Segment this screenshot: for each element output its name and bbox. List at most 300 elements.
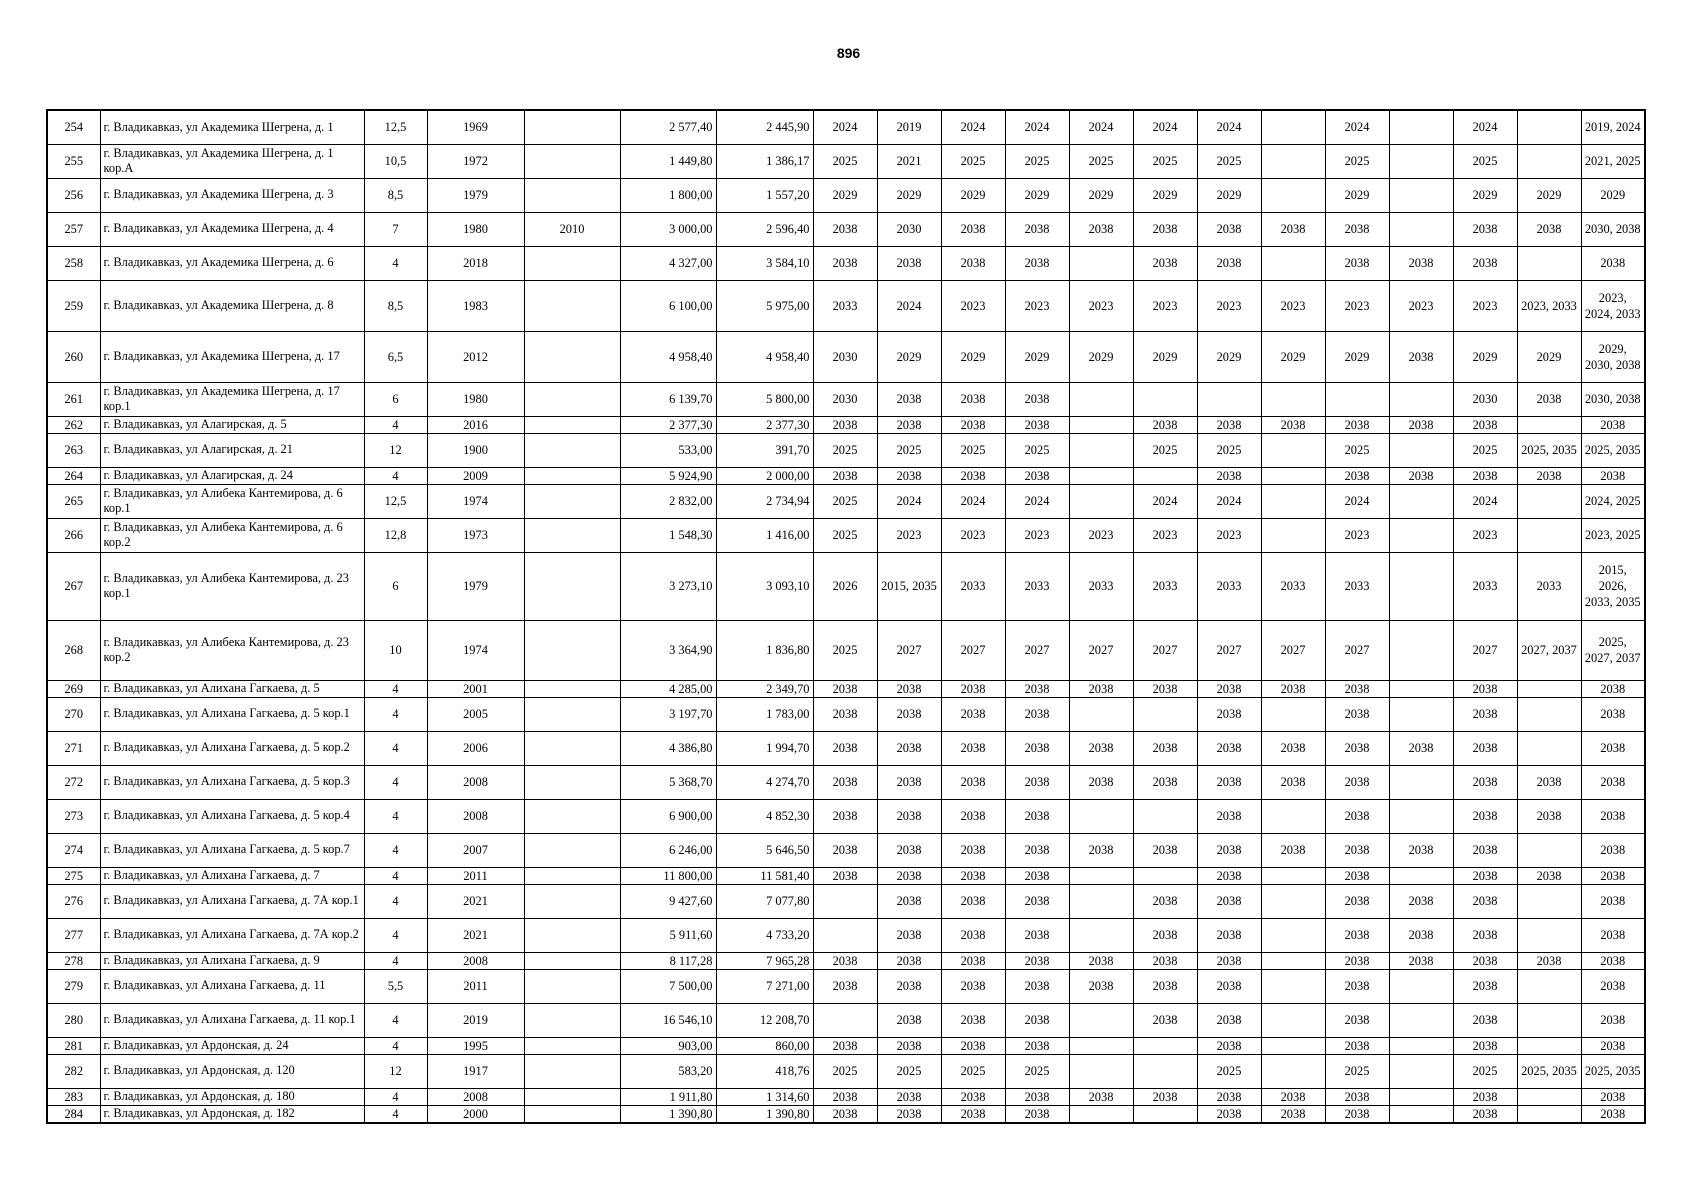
work-year-cell: 2024: [941, 110, 1005, 144]
work-year-cell: 2038: [1517, 765, 1581, 799]
row-number-cell: 280: [47, 1003, 100, 1037]
work-year-cell: 2038: [1069, 833, 1133, 867]
work-year-cell: 2029: [1517, 331, 1581, 382]
work-year-cell: 2038: [813, 833, 877, 867]
work-year-cell: 2038: [1005, 867, 1069, 884]
work-year-cell: 2038: [877, 918, 941, 952]
work-year-cell: 2038: [1389, 952, 1453, 969]
row-number-cell: 275: [47, 867, 100, 884]
work-year-cell: 2038: [813, 731, 877, 765]
year-built-cell: 2019: [427, 1003, 524, 1037]
address-cell: г. Владикавказ, ул Алихана Гагкаева, д. 5: [100, 680, 364, 697]
work-year-cell: 2038: [1389, 331, 1453, 382]
work-year-cell: 2038: [1197, 765, 1261, 799]
row-number-cell: 273: [47, 799, 100, 833]
work-year-cell: 2038: [877, 867, 941, 884]
work-year-cell: [1389, 969, 1453, 1003]
work-year-cell: 2038: [1197, 833, 1261, 867]
work-year-cell: 2038: [1517, 952, 1581, 969]
table-row: [47, 799, 1645, 833]
work-year-cell: 2038: [1325, 1088, 1389, 1105]
total-area-cell: 5 368,70: [620, 765, 716, 799]
work-year-cell: 2024: [1133, 484, 1197, 518]
living-area-cell: 1 836,80: [716, 620, 813, 680]
work-year-cell: [1261, 433, 1325, 467]
work-year-cell: 2038: [941, 918, 1005, 952]
address-cell: г. Владикавказ, ул Алихана Гагкаева, д. 5 кор.3: [100, 765, 364, 799]
work-year-cell: 2038: [1581, 731, 1645, 765]
work-year-cell: 2038: [1453, 680, 1517, 697]
floors-cell: 10: [364, 620, 427, 680]
work-year-cell: 2025: [877, 433, 941, 467]
work-year-cell: 2038: [1133, 1003, 1197, 1037]
work-year-cell: 2038: [1261, 212, 1325, 246]
work-year-cell: 2038: [813, 467, 877, 484]
row-number-cell: 283: [47, 1088, 100, 1105]
living-area-cell: 2 445,90: [716, 110, 813, 144]
work-year-cell: [813, 1003, 877, 1037]
work-year-cell: 2038: [1197, 867, 1261, 884]
work-year-cell: 2029: [1453, 331, 1517, 382]
work-year-cell: 2038: [813, 1105, 877, 1123]
work-year-cell: 2033: [1453, 552, 1517, 620]
work-year-cell: [1133, 382, 1197, 416]
work-year-cell: [1389, 382, 1453, 416]
floors-cell: 4: [364, 867, 427, 884]
work-year-cell: 2038: [1389, 884, 1453, 918]
total-area-cell: 6 246,00: [620, 833, 716, 867]
address-cell: г. Владикавказ, ул Академика Шегрена, д. 8: [100, 280, 364, 331]
row-number-cell: 271: [47, 731, 100, 765]
work-year-cell: 2038: [877, 246, 941, 280]
work-year-cell: 2038: [1197, 918, 1261, 952]
work-year-cell: [1517, 1105, 1581, 1123]
work-year-cell: [1517, 833, 1581, 867]
work-year-cell: 2038: [1197, 969, 1261, 1003]
reconstruction-year-cell: [524, 1088, 620, 1105]
work-year-cell: [1389, 680, 1453, 697]
floors-cell: 4: [364, 467, 427, 484]
work-year-cell: 2025: [941, 1054, 1005, 1088]
reconstruction-year-cell: [524, 731, 620, 765]
work-year-cell: 2038: [941, 1003, 1005, 1037]
row-number-cell: 260: [47, 331, 100, 382]
work-year-cell: 2038: [1069, 731, 1133, 765]
row-number-cell: 267: [47, 552, 100, 620]
year-built-cell: 2008: [427, 1088, 524, 1105]
reconstruction-year-cell: [524, 467, 620, 484]
work-year-cell: 2023: [1133, 280, 1197, 331]
total-area-cell: 6 900,00: [620, 799, 716, 833]
total-area-cell: 5 924,90: [620, 467, 716, 484]
work-year-cell: 2038: [1325, 1105, 1389, 1123]
work-year-cell: 2038: [1325, 765, 1389, 799]
work-year-cell: [1389, 1003, 1453, 1037]
row-number-cell: 264: [47, 467, 100, 484]
address-cell: г. Владикавказ, ул Ардонская, д. 24: [100, 1037, 364, 1054]
work-year-cell: 2023: [877, 518, 941, 552]
total-area-cell: 4 386,80: [620, 731, 716, 765]
work-year-cell: 2038: [941, 952, 1005, 969]
work-year-cell: 2038: [1581, 867, 1645, 884]
work-year-cell: [1261, 799, 1325, 833]
work-year-cell: [1069, 382, 1133, 416]
work-year-cell: 2025: [1453, 144, 1517, 178]
floors-cell: 4: [364, 1088, 427, 1105]
work-year-cell: 2029: [1517, 178, 1581, 212]
year-built-cell: 2011: [427, 867, 524, 884]
row-number-cell: 258: [47, 246, 100, 280]
reconstruction-year-cell: [524, 620, 620, 680]
work-year-cell: [1517, 918, 1581, 952]
work-year-cell: 2038: [1325, 467, 1389, 484]
work-year-cell: 2038: [1325, 867, 1389, 884]
work-year-cell: 2025: [813, 144, 877, 178]
year-built-cell: 1995: [427, 1037, 524, 1054]
work-year-cell: 2024: [877, 484, 941, 518]
address-cell: г. Владикавказ, ул Академика Шегрена, д. 6: [100, 246, 364, 280]
work-year-cell: [1389, 620, 1453, 680]
work-year-cell: 2038: [941, 1037, 1005, 1054]
work-year-cell: [1389, 212, 1453, 246]
floors-cell: 4: [364, 697, 427, 731]
work-year-cell: 2038: [813, 246, 877, 280]
work-year-cell: 2033: [1261, 552, 1325, 620]
work-year-cell: [1261, 178, 1325, 212]
work-year-cell: [1261, 884, 1325, 918]
work-year-cell: 2038: [1453, 867, 1517, 884]
work-year-cell: 2038: [1581, 765, 1645, 799]
work-year-cell: 2038: [1389, 918, 1453, 952]
reconstruction-year-cell: [524, 280, 620, 331]
floors-cell: 12: [364, 1054, 427, 1088]
work-year-cell: 2038: [1453, 467, 1517, 484]
work-year-cell: 2025: [813, 518, 877, 552]
work-year-cell: [1261, 246, 1325, 280]
total-area-cell: 1 390,80: [620, 1105, 716, 1123]
row-number-cell: 270: [47, 697, 100, 731]
address-cell: г. Владикавказ, ул Алихана Гагкаева, д. 5 кор.4: [100, 799, 364, 833]
address-cell: г. Владикавказ, ул Алибека Кантемирова, д. 23 кор.2: [100, 620, 364, 680]
reconstruction-year-cell: [524, 110, 620, 144]
work-year-cell: 2023: [1389, 280, 1453, 331]
work-year-cell: 2033: [941, 552, 1005, 620]
work-year-cell: [1261, 467, 1325, 484]
work-year-cell: 2025: [813, 484, 877, 518]
work-year-cell: 2025, 2035: [1517, 433, 1581, 467]
work-year-cell: 2025: [1453, 1054, 1517, 1088]
address-cell: г. Владикавказ, ул Алихана Гагкаева, д. 7: [100, 867, 364, 884]
address-cell: г. Владикавказ, ул Алагирская, д. 5: [100, 416, 364, 433]
year-built-cell: 1980: [427, 212, 524, 246]
work-year-cell: 2038: [941, 697, 1005, 731]
address-cell: г. Владикавказ, ул Алибека Кантемирова, д. 23 кор.1: [100, 552, 364, 620]
work-year-cell: 2038: [877, 884, 941, 918]
work-year-cell: 2023: [1069, 280, 1133, 331]
work-year-cell: 2023: [1453, 280, 1517, 331]
reconstruction-year-cell: [524, 884, 620, 918]
row-number-cell: 281: [47, 1037, 100, 1054]
reconstruction-year-cell: [524, 1037, 620, 1054]
work-year-cell: 2038: [813, 799, 877, 833]
address-cell: г. Владикавказ, ул Академика Шегрена, д. 17 кор.1: [100, 382, 364, 416]
living-area-cell: 5 646,50: [716, 833, 813, 867]
work-year-cell: 2038: [1325, 246, 1389, 280]
work-year-cell: 2029: [1069, 331, 1133, 382]
work-year-cell: 2038: [941, 765, 1005, 799]
reconstruction-year-cell: [524, 178, 620, 212]
work-year-cell: 2038: [1133, 833, 1197, 867]
work-year-cell: 2019: [877, 110, 941, 144]
work-year-cell: 2038: [941, 1105, 1005, 1123]
table-row: [47, 467, 1645, 484]
living-area-cell: 4 733,20: [716, 918, 813, 952]
living-area-cell: 2 349,70: [716, 680, 813, 697]
work-year-cell: 2038: [877, 952, 941, 969]
table-row: [47, 1088, 1645, 1105]
work-year-cell: 2023: [1325, 518, 1389, 552]
table-row: [47, 416, 1645, 433]
work-year-cell: 2029: [1005, 178, 1069, 212]
work-year-cell: 2038: [1453, 1003, 1517, 1037]
work-year-cell: 2038: [941, 969, 1005, 1003]
floors-cell: 12,5: [364, 484, 427, 518]
work-year-cell: 2024: [813, 110, 877, 144]
work-year-cell: 2038: [1133, 680, 1197, 697]
work-year-cell: [1133, 799, 1197, 833]
year-built-cell: 2009: [427, 467, 524, 484]
work-year-cell: 2038: [877, 833, 941, 867]
work-year-cell: 2038: [1453, 799, 1517, 833]
work-year-cell: 2038: [1005, 1037, 1069, 1054]
total-area-cell: 1 449,80: [620, 144, 716, 178]
floors-cell: 12,8: [364, 518, 427, 552]
work-year-cell: 2038: [1069, 765, 1133, 799]
work-year-cell: 2038: [1325, 1037, 1389, 1054]
work-year-cell: 2038: [1581, 884, 1645, 918]
work-year-cell: 2025: [1069, 144, 1133, 178]
living-area-cell: 418,76: [716, 1054, 813, 1088]
living-area-cell: 2 596,40: [716, 212, 813, 246]
work-year-cell: 2038: [1453, 212, 1517, 246]
address-cell: г. Владикавказ, ул Ардонская, д. 180: [100, 1088, 364, 1105]
work-year-cell: [1261, 382, 1325, 416]
address-cell: г. Владикавказ, ул Академика Шегрена, д. 4: [100, 212, 364, 246]
table-row: [47, 144, 1645, 178]
work-year-cell: 2038: [1389, 833, 1453, 867]
work-year-cell: 2038: [813, 212, 877, 246]
reconstruction-year-cell: [524, 867, 620, 884]
work-year-cell: 2025, 2027, 2037: [1581, 620, 1645, 680]
work-year-cell: 2038: [1581, 1105, 1645, 1123]
work-year-cell: [1517, 969, 1581, 1003]
work-year-cell: 2038: [1005, 918, 1069, 952]
work-year-cell: [1261, 969, 1325, 1003]
work-year-cell: [813, 918, 877, 952]
work-year-cell: 2038: [1005, 246, 1069, 280]
total-area-cell: 16 546,10: [620, 1003, 716, 1037]
work-year-cell: 2029: [813, 178, 877, 212]
table-row: [47, 918, 1645, 952]
address-cell: г. Владикавказ, ул Алагирская, д. 24: [100, 467, 364, 484]
living-area-cell: 1 783,00: [716, 697, 813, 731]
address-cell: г. Владикавказ, ул Академика Шегрена, д. 1: [100, 110, 364, 144]
total-area-cell: 1 911,80: [620, 1088, 716, 1105]
year-built-cell: 2011: [427, 969, 524, 1003]
floors-cell: 4: [364, 1105, 427, 1123]
work-year-cell: 2038: [1325, 833, 1389, 867]
work-year-cell: 2027: [1133, 620, 1197, 680]
work-year-cell: 2029: [1197, 178, 1261, 212]
work-year-cell: 2038: [1197, 416, 1261, 433]
living-area-cell: 1 416,00: [716, 518, 813, 552]
work-year-cell: 2038: [1005, 697, 1069, 731]
work-year-cell: 2025: [1325, 1054, 1389, 1088]
table-row: [47, 833, 1645, 867]
living-area-cell: 1 557,20: [716, 178, 813, 212]
work-year-cell: 2033: [1133, 552, 1197, 620]
work-year-cell: 2038: [877, 382, 941, 416]
work-year-cell: 2023: [1133, 518, 1197, 552]
living-area-cell: 5 975,00: [716, 280, 813, 331]
work-year-cell: [1261, 867, 1325, 884]
work-year-cell: 2033: [1197, 552, 1261, 620]
work-year-cell: 2038: [877, 799, 941, 833]
work-year-cell: 2038: [1197, 731, 1261, 765]
work-year-cell: 2025: [1005, 433, 1069, 467]
work-year-cell: 2030, 2038: [1581, 212, 1645, 246]
work-year-cell: 2038: [1517, 867, 1581, 884]
work-year-cell: 2027: [1197, 620, 1261, 680]
row-number-cell: 274: [47, 833, 100, 867]
work-year-cell: 2038: [941, 833, 1005, 867]
total-area-cell: 903,00: [620, 1037, 716, 1054]
work-year-cell: 2021, 2025: [1581, 144, 1645, 178]
work-year-cell: 2038: [1005, 969, 1069, 1003]
total-area-cell: 7 500,00: [620, 969, 716, 1003]
living-area-cell: 1 390,80: [716, 1105, 813, 1123]
work-year-cell: 2025, 2035: [1517, 1054, 1581, 1088]
table-body: [47, 110, 1645, 1123]
table-row: [47, 969, 1645, 1003]
living-area-cell: 1 994,70: [716, 731, 813, 765]
total-area-cell: 4 327,00: [620, 246, 716, 280]
work-year-cell: 2038: [941, 680, 1005, 697]
address-cell: г. Владикавказ, ул Алихана Гагкаева, д. 5 кор.2: [100, 731, 364, 765]
total-area-cell: 2 577,40: [620, 110, 716, 144]
floors-cell: 4: [364, 1037, 427, 1054]
work-year-cell: [1261, 144, 1325, 178]
work-year-cell: [1389, 518, 1453, 552]
work-year-cell: 2038: [1581, 952, 1645, 969]
work-year-cell: 2038: [1517, 382, 1581, 416]
reconstruction-year-cell: [524, 552, 620, 620]
reconstruction-year-cell: [524, 765, 620, 799]
year-built-cell: 1979: [427, 178, 524, 212]
work-year-cell: [1261, 110, 1325, 144]
year-built-cell: 2021: [427, 918, 524, 952]
table-row: [47, 1037, 1645, 1054]
work-year-cell: 2025: [1197, 1054, 1261, 1088]
work-year-cell: 2029: [877, 331, 941, 382]
reconstruction-year-cell: [524, 799, 620, 833]
work-year-cell: 2023: [941, 518, 1005, 552]
table-row: [47, 680, 1645, 697]
work-year-cell: 2038: [1581, 918, 1645, 952]
work-year-cell: [1517, 680, 1581, 697]
total-area-cell: 6 100,00: [620, 280, 716, 331]
floors-cell: 4: [364, 952, 427, 969]
row-number-cell: 262: [47, 416, 100, 433]
living-area-cell: 2 000,00: [716, 467, 813, 484]
table-row: [47, 280, 1645, 331]
floors-cell: 6: [364, 552, 427, 620]
work-year-cell: 2024: [1197, 110, 1261, 144]
work-year-cell: [1389, 1105, 1453, 1123]
work-year-cell: 2025: [1133, 433, 1197, 467]
address-cell: г. Владикавказ, ул Алибека Кантемирова, д. 6 кор.1: [100, 484, 364, 518]
work-year-cell: [1261, 518, 1325, 552]
total-area-cell: 8 117,28: [620, 952, 716, 969]
work-year-cell: 2038: [941, 382, 1005, 416]
row-number-cell: 265: [47, 484, 100, 518]
work-year-cell: 2038: [1197, 1088, 1261, 1105]
work-year-cell: 2023: [1453, 518, 1517, 552]
work-year-cell: [1069, 1054, 1133, 1088]
year-built-cell: 1972: [427, 144, 524, 178]
work-year-cell: 2038: [1005, 1088, 1069, 1105]
year-built-cell: 2006: [427, 731, 524, 765]
work-year-cell: [1517, 484, 1581, 518]
reconstruction-year-cell: [524, 382, 620, 416]
work-year-cell: 2038: [1197, 1037, 1261, 1054]
work-year-cell: 2038: [1581, 246, 1645, 280]
work-year-cell: 2038: [941, 246, 1005, 280]
year-built-cell: 1974: [427, 620, 524, 680]
work-year-cell: 2038: [941, 416, 1005, 433]
work-year-cell: [1517, 416, 1581, 433]
living-area-cell: 4 274,70: [716, 765, 813, 799]
work-year-cell: 2026: [813, 552, 877, 620]
table-row: [47, 246, 1645, 280]
work-year-cell: [1261, 952, 1325, 969]
table-row: [47, 331, 1645, 382]
work-year-cell: 2038: [1133, 212, 1197, 246]
floors-cell: 12: [364, 433, 427, 467]
work-year-cell: 2038: [1197, 1105, 1261, 1123]
work-year-cell: 2025: [941, 144, 1005, 178]
work-year-cell: 2024: [877, 280, 941, 331]
work-year-cell: 2038: [1005, 1105, 1069, 1123]
work-year-cell: 2038: [813, 1037, 877, 1054]
work-year-cell: 2025: [1453, 433, 1517, 467]
work-year-cell: 2024: [1069, 110, 1133, 144]
work-year-cell: 2029: [1581, 178, 1645, 212]
work-year-cell: [1069, 1037, 1133, 1054]
work-year-cell: [1069, 1003, 1133, 1037]
work-year-cell: [1389, 433, 1453, 467]
work-year-cell: 2038: [941, 884, 1005, 918]
work-year-cell: 2038: [1581, 1037, 1645, 1054]
reconstruction-year-cell: [524, 1003, 620, 1037]
work-year-cell: 2023: [1005, 518, 1069, 552]
address-cell: г. Владикавказ, ул Алихана Гагкаева, д. 9: [100, 952, 364, 969]
work-year-cell: [1069, 799, 1133, 833]
work-year-cell: 2027: [1325, 620, 1389, 680]
table-row: [47, 765, 1645, 799]
row-number-cell: 269: [47, 680, 100, 697]
work-year-cell: 2038: [1069, 680, 1133, 697]
